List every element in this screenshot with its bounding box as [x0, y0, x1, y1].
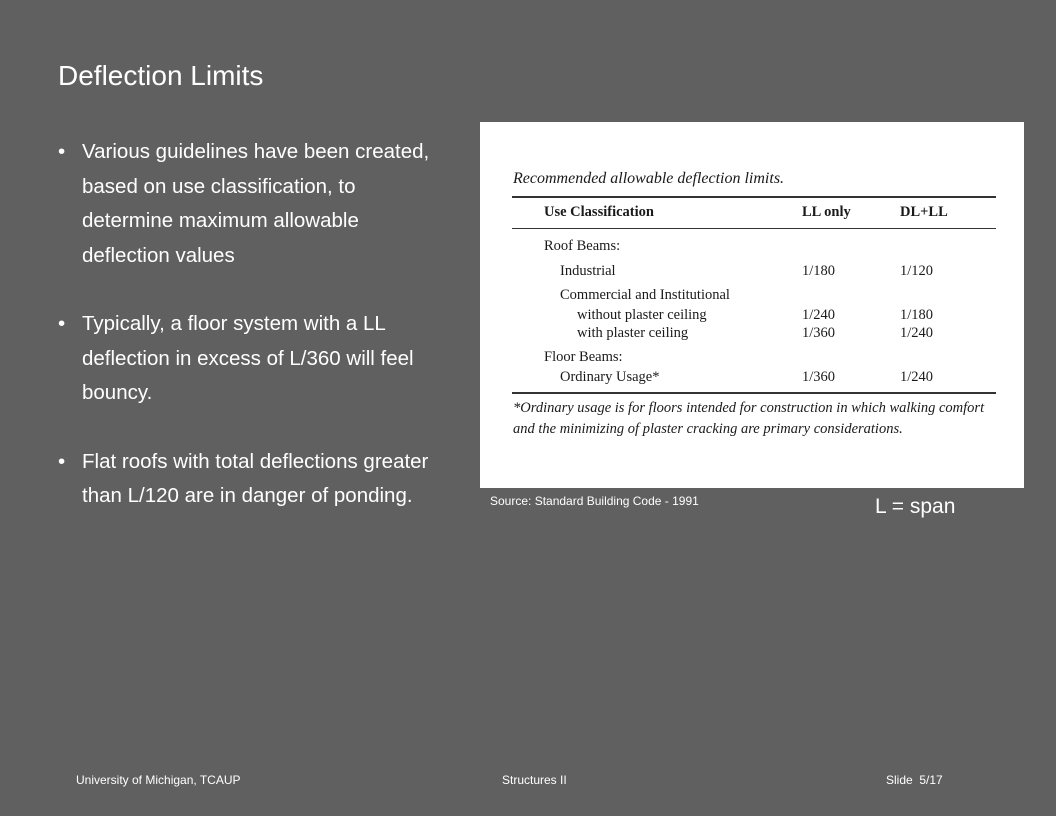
footer-course: Structures II: [502, 773, 567, 787]
deflection-limits-table: [480, 122, 1024, 488]
row-floor-beams: Floor Beams:: [544, 349, 623, 365]
bullet-item: • Various guidelines have been created, based on use classification, to determine maximum allowable deflection values: [58, 135, 448, 273]
source-citation: Source: Standard Building Code - 1991: [490, 494, 699, 508]
row-without-plaster-dlll: 1/180: [900, 307, 934, 323]
bullet-item: • Flat roofs with total deflections greater than L/120 are in danger of ponding.: [58, 445, 448, 514]
table-caption: Recommended allowable deflection limits.: [513, 170, 785, 187]
table-rule-top: [512, 196, 996, 198]
row-industrial-dlll: 1/120: [900, 263, 934, 279]
table-footnote: *Ordinary usage is for floors intended for construction in which walking comfort and the minimizing of plaster cracking are primary considerations.: [513, 400, 985, 437]
row-ordinary-label: Ordinary Usage*: [560, 369, 660, 385]
footer-slide-number: Slide 5/17: [886, 773, 943, 787]
row-ordinary-ll: 1/360: [802, 369, 836, 385]
header-use-classification: Use Classification: [544, 204, 654, 220]
table-rule-header: [512, 228, 996, 229]
row-roof-beams: Roof Beams:: [544, 238, 621, 254]
row-with-plaster-label: with plaster ceiling: [577, 325, 689, 341]
bullet-list: [58, 135, 448, 514]
row-commercial: Commercial and Institutional: [560, 287, 730, 303]
footer-institution: University of Michigan, TCAUP: [76, 773, 241, 787]
header-ll-only: LL only: [802, 204, 851, 220]
table-rule-bottom: [512, 392, 996, 394]
row-industrial-ll: 1/180: [802, 263, 836, 279]
row-ordinary-dlll: 1/240: [900, 369, 934, 385]
row-with-plaster-dlll: 1/240: [900, 325, 934, 341]
span-note: L = span: [875, 495, 956, 518]
row-with-plaster-ll: 1/360: [802, 325, 836, 341]
bullet-item: • Typically, a floor system with a LL deflection in excess of L/360 will feel bouncy.: [58, 307, 448, 411]
header-dl-ll: DL+LL: [900, 204, 948, 220]
slide-title: Deflection Limits: [58, 60, 264, 91]
row-industrial-label: Industrial: [560, 263, 616, 279]
row-without-plaster-ll: 1/240: [802, 307, 836, 323]
row-without-plaster-label: without plaster ceiling: [577, 307, 707, 323]
